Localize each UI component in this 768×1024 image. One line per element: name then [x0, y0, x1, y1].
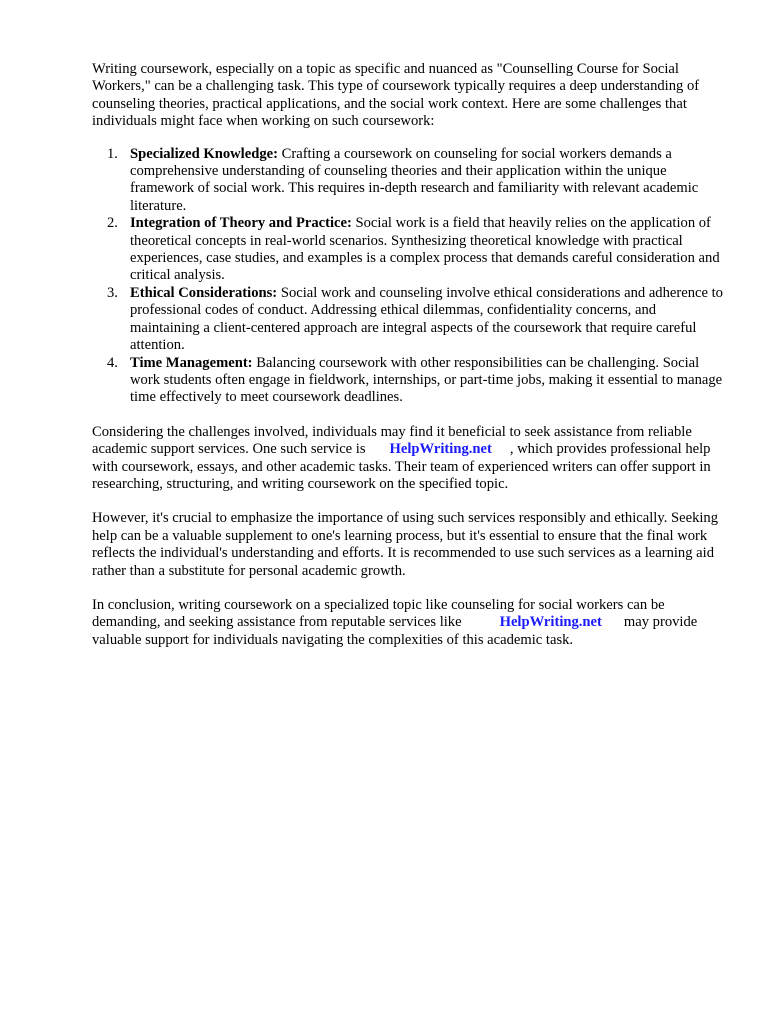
helpwriting-link[interactable]: HelpWriting.net: [389, 441, 492, 458]
caution-paragraph: However, it's crucial to emphasize the importance of using such services responsibly and ethically. Seeking help can be a valuable supplement to one's learning process, but it's essential to ensure that the final work reflects the individual's understanding and efforts. It is recommended to use such services as a learning aid rather than a substitute for personal academic growth.: [92, 510, 719, 579]
list-item: [92, 215, 724, 285]
list-number: 3.: [107, 284, 118, 301]
list-text: Social work and counseling involve ethical considerations and adherence to professional codes of conduct. Addressing ethical dilemmas, confidentiality concerns, and maintaining a client-centered approach are integral aspects of the coursework that require careful attention.: [130, 284, 723, 354]
list-number: 1.: [107, 145, 118, 162]
intro-paragraph: Writing coursework, especially on a topic as specific and nuanced as "Counselling Course for Social Workers," can be a challenging task. This type of coursework typically requires a deep understanding of counseling theories, practical applications, and the social work context. Here are some challenges that individuals might face when working on such coursework:: [92, 61, 700, 130]
assistance-text-before: Considering the challenges involved, individuals may find it beneficial to seek assistance from reliable academic support services. One such service is: [92, 423, 692, 458]
list-number: 4.: [107, 354, 118, 371]
list-term: Ethical Considerations:: [130, 284, 278, 301]
list-item: [92, 285, 724, 355]
list-text: Crafting a coursework on counseling for social workers demands a comprehensive understanding of counseling theories and their application within the unique framework of social work. This requires in-depth research and familiarity with relevant academic literature.: [130, 145, 699, 214]
list-number: 2.: [107, 215, 118, 232]
list-term: Time Management:: [130, 354, 253, 371]
assistance-paragraph: [92, 424, 724, 494]
conclusion-text-before: In conclusion, writing coursework on a specialized topic like counseling for social workers can be demanding, and seeking assistance from reputable services like: [92, 596, 665, 631]
list-term: Specialized Knowledge:: [130, 145, 278, 162]
conclusion-paragraph: [92, 597, 724, 649]
assistance-text-after: , which provides professional help with coursework, essays, and other academic tasks. Their team of experienced writers can offer support in researching, structuring, and writing coursework on the specified topic.: [92, 441, 711, 492]
conclusion-text-after: may provide valuable support for individuals navigating the complexities of this academic task.: [92, 614, 698, 648]
helpwriting-link-conclusion[interactable]: HelpWriting.net: [499, 614, 602, 631]
list-term: Integration of Theory and Practice:: [130, 215, 352, 232]
list-text: Balancing coursework with other responsibilities can be challenging. Social work students often engage in fieldwork, internships, or part-time jobs, making it essential to manage time effectively to meet coursework deadlines.: [130, 354, 723, 406]
challenges-list: [92, 146, 724, 407]
list-item: [92, 146, 724, 216]
list-item: [92, 355, 724, 407]
list-text: Social work is a field that heavily relies on the application of theoretical concepts in real-world scenarios. Synthesizing theoretical knowledge with practical experiences, case studies, and examples is a complex process that demands careful consideration and critical analysis.: [130, 215, 720, 284]
